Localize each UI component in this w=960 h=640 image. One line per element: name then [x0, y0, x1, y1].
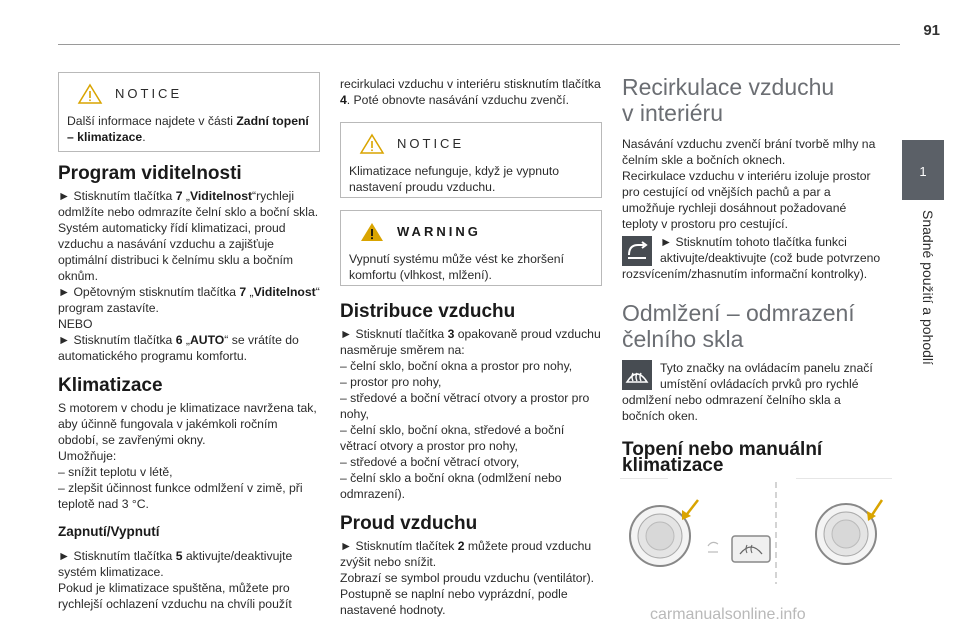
odmlzeni-heading-2: čelního skla — [622, 326, 744, 352]
right-knob — [816, 504, 876, 564]
warning-box — [340, 210, 602, 286]
klimatizace-heading: Klimatizace — [58, 375, 163, 396]
top-rule — [58, 44, 900, 45]
zapnuti-heading: Zapnutí/Vypnutí — [58, 524, 160, 539]
program-or: NEBO — [58, 317, 93, 331]
distribuce-item-4: – čelní sklo, boční okna, středové a boční větrací otvory a prostor pro nohy, — [340, 423, 565, 453]
recirc-button-step-b: aktivujte/deaktivujte (což bude potvrzeno rozsvícením/zhasnutím informační kontrolky). — [622, 251, 881, 281]
chapter-tab[interactable] — [902, 140, 944, 200]
topeni-heading-1: Topení nebo manuální — [622, 439, 823, 460]
notice-triangle-icon — [77, 83, 103, 105]
left-arrow-icon — [682, 500, 698, 520]
distribuce-step: ► Stisknutí tlačítka 3 opakovaně proud vzduchu nasměruje směrem na: — [340, 327, 601, 357]
warning-title: WARNING — [397, 224, 481, 239]
warning-text: Vypnutí systému může vést ke zhoršení komfortu (vlhkost, mlžení). — [349, 252, 564, 282]
program-step-2: ► Opětovným stisknutím tlačítka 7 „Viditelnost“ program zastavíte. — [58, 285, 320, 315]
notice-text: Klimatizace nefunguje, když je vypnuto nastavení proudu vzduchu. — [349, 164, 560, 194]
recirc-text: Nasávání vzduchu zvenčí brání tvorbě mlhy na čelním skle a bočních oknech. — [622, 137, 876, 167]
column-2 — [340, 76, 602, 618]
recirculation-icon — [622, 236, 652, 266]
left-knob — [630, 506, 690, 566]
recirculation-button-icon — [708, 542, 718, 552]
program-heading: Program viditelnosti — [58, 163, 242, 184]
distribuce-item-3: – středové a boční větrací otvory a prostor pro nohy, — [340, 391, 590, 421]
zapnuti-text: Pokud je klimatizace spuštěna, můžete pro rychlejší ochlazení vzduchu na chvíli použít — [58, 581, 292, 611]
notice-box — [58, 72, 320, 152]
odmlzeni-row — [622, 360, 884, 424]
column-3 — [622, 74, 884, 474]
proud-text: Zobrazí se symbol proudu vzduchu (ventilátor). Postupně se naplní nebo vyprázdní, podle nastavené hodnoty. — [340, 571, 595, 617]
watermark: carmanualsonline.info — [650, 606, 806, 623]
proud-step: ► Stisknutím tlačítek 2 můžete proud vzduchu zvýšit nebo snížit. — [340, 539, 592, 569]
windscreen-demist-icon — [622, 360, 652, 390]
recirc-button-step-a: ► Stisknutím tohoto tlačítka funkci — [660, 235, 847, 249]
topeni-heading-2: klimatizace — [622, 455, 724, 476]
page-number: 91 — [923, 22, 940, 39]
warning-triangle-icon — [359, 221, 385, 243]
recirc-text-2: Recirkulace vzduchu v interiéru izoluje prostor pro cestující od vnějších pachů a par a umožňuje rychleji dosáhnout požadované teploty v prostoru pro cestující. — [622, 169, 871, 231]
program-step-3: ► Stisknutím tlačítka 6 „AUTO“ se vrátíte do automatického programu komfortu. — [58, 333, 299, 363]
recirc-heading-2: v interiéru — [622, 100, 723, 126]
notice-box-2 — [340, 122, 602, 198]
odmlzeni-text-a: Tyto značky na ovládacím panelu značí — [660, 361, 873, 375]
proud-heading: Proud vzduchu — [340, 513, 478, 534]
distribuce-item-5: – středové a boční větrací otvory, — [340, 455, 520, 469]
column-1 — [58, 72, 320, 612]
chapter-tab-number: 1 — [919, 164, 927, 179]
demist-button-icon — [732, 536, 770, 562]
klimatizace-item-1: – snížit teplotu v létě, — [58, 465, 173, 479]
control-panel-illustration — [620, 478, 892, 588]
odmlzeni-text-b: umístění ovládacích prvků pro rychlé odmlžení nebo odmrazení čelního skla a bočních oken. — [622, 377, 859, 423]
recirc-button-row — [622, 234, 884, 282]
klimatizace-text: S motorem v chodu je klimatizace navržena tak, aby účinně fungovala v jakémkoli ročním období, se zavřenými okny. — [58, 401, 317, 447]
odmlzeni-heading-1: Odmlžení – odmrazení — [622, 300, 855, 326]
recirc-continued: recirkulaci vzduchu v interiéru stisknutím tlačítka 4. Poté obnovte nasávání vzduchu zvenčí. — [340, 77, 601, 107]
distribuce-item-6: – čelní sklo a boční okna (odmlžení nebo odmrazení). — [340, 471, 562, 501]
program-step-1: ► Stisknutím tlačítka 7 „Viditelnost“rychleji odmlžíte nebo odmrazíte čelní sklo a boční skla. Systém automaticky řídí klimatizaci, proud vzduchu a nasávání vzduchu a zajišťuje optimální distribuci k čelnímu sklu a bočním oknům. — [58, 189, 319, 283]
chapter-title: Snadné použití a pohodlí — [920, 210, 936, 365]
recirc-heading-1: Recirkulace vzduchu — [622, 74, 835, 100]
notice-title: NOTICE — [397, 136, 465, 151]
notice-title: NOTICE — [115, 86, 183, 101]
distribuce-item-1: – čelní sklo, boční okna a prostor pro nohy, — [340, 359, 573, 373]
klimatizace-item-2: – zlepšit účinnost funkce odmlžení v zimě, při teplotě nad 3 °C. — [58, 481, 303, 511]
notice-triangle-icon — [359, 133, 385, 155]
right-arrow-icon — [867, 500, 882, 521]
zapnuti-step: ► Stisknutím tlačítka 5 aktivujte/deaktivujte systém klimatizace. — [58, 549, 293, 579]
distribuce-heading: Distribuce vzduchu — [340, 301, 516, 322]
notice-text: Další informace najdete v části Zadní topení – klimatizace. — [67, 114, 309, 144]
klimatizace-allows: Umožňuje: — [58, 449, 117, 463]
distribuce-item-2: – prostor pro nohy, — [340, 375, 442, 389]
